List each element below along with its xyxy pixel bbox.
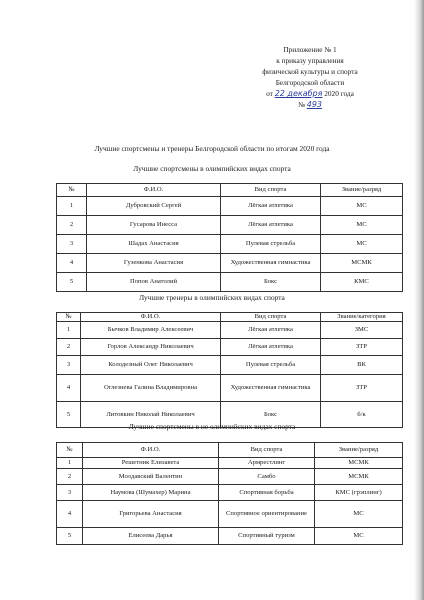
col-header-number: №: [57, 184, 87, 197]
cell-name: Оглезнева Галина Владимировна: [81, 375, 221, 402]
cell-number: 4: [57, 375, 81, 402]
cell-sport: Спортивный туризм: [219, 528, 315, 545]
cell-rank: МС: [321, 216, 403, 235]
table-row: [57, 254, 403, 273]
cell-name: Молдавский Валентин: [83, 469, 219, 485]
table-row: [57, 339, 403, 356]
cell-number: 4: [57, 254, 87, 273]
table-row: [57, 197, 403, 216]
date-suffix: 2020 года: [324, 89, 354, 98]
cell-sport: Пулевая стрельба: [221, 356, 321, 375]
cell-sport: Бокс: [221, 402, 321, 428]
table-row: [57, 216, 403, 235]
cell-name: Елисеева Дарья: [83, 528, 219, 545]
cell-rank: б/к: [321, 402, 403, 428]
cell-sport: Лёгкая атлетика: [221, 216, 321, 235]
col-header-sport: Вид спорта: [221, 184, 321, 197]
order-date-line: [240, 88, 380, 99]
cell-name: Дубровский Сергей: [87, 197, 221, 216]
cell-name: Решетник Елизавета: [83, 458, 219, 469]
col-header-name: Ф.И.О.: [87, 184, 221, 197]
table-row: [57, 469, 403, 485]
table-row: [57, 273, 403, 292]
cell-name: Колодезный Олег Николаевич: [81, 356, 221, 375]
cell-number: 5: [57, 528, 83, 545]
cell-rank: МС: [321, 235, 403, 254]
table-row: [57, 356, 403, 375]
table-row: [57, 322, 403, 339]
cell-rank: КМС (грэплинг): [315, 485, 403, 501]
col-header-rank: Звание/разряд: [321, 184, 403, 197]
cell-sport: Самбо: [219, 469, 315, 485]
cell-number: 2: [57, 339, 81, 356]
col-header-number: №: [57, 313, 81, 322]
cell-name: Гусарова Инесса: [87, 216, 221, 235]
cell-number: 3: [57, 356, 81, 375]
cell-rank: МС: [315, 501, 403, 528]
table-row: [57, 528, 403, 545]
cell-name: Наумова (Шумахер) Марина: [83, 485, 219, 501]
cell-rank: МС: [315, 528, 403, 545]
cell-rank: ВК: [321, 356, 403, 375]
col-header-name: Ф.И.О.: [83, 443, 219, 458]
cell-sport: Лёгкая атлетика: [221, 339, 321, 356]
table-header-row: [57, 443, 403, 458]
cell-number: 4: [57, 501, 83, 528]
appendix-line: Белгородской области: [275, 78, 345, 87]
col-header-number: №: [57, 443, 83, 458]
number-prefix: №: [297, 100, 305, 109]
cell-rank: МСМК: [315, 458, 403, 469]
section-title-non-olympic-athletes: Лучшие спортсмены в не олимпийских видах спорта: [128, 422, 296, 431]
section-title-olympic-athletes: Лучшие спортсмены в олимпийских видах спорта: [133, 164, 291, 173]
col-header-rank: Звание/разряд: [315, 443, 403, 458]
cell-sport: Пулевая стрельба: [221, 235, 321, 254]
col-header-name: Ф.И.О.: [81, 313, 221, 322]
table-header-row: [57, 184, 403, 197]
cell-number: 3: [57, 235, 87, 254]
cell-name: Горлов Александр Николаевич: [81, 339, 221, 356]
cell-rank: ЗМС: [321, 322, 403, 339]
non-olympic-athletes-table: [56, 442, 403, 545]
cell-number: 5: [57, 402, 81, 428]
col-header-sport: Вид спорта: [219, 443, 315, 458]
cell-name: Шадах Анастасия: [87, 235, 221, 254]
cell-name: Литовкин Николай Николаевич: [81, 402, 221, 428]
cell-sport: Спортивная борьба: [219, 485, 315, 501]
cell-name: Бычков Владимир Алексеевич: [81, 322, 221, 339]
cell-sport: Художественная гимнастика: [221, 254, 321, 273]
cell-sport: Спортивное ориентирование: [219, 501, 315, 528]
table-row: [57, 458, 403, 469]
cell-sport: Художественная гимнастика: [221, 375, 321, 402]
table-row: [57, 235, 403, 254]
cell-name: Попов Анатолий: [87, 273, 221, 292]
table-row: [57, 501, 403, 528]
table-header-row: [57, 313, 403, 322]
cell-number: 1: [57, 197, 87, 216]
cell-rank: МСМК: [315, 469, 403, 485]
cell-number: 1: [57, 458, 83, 469]
appendix-line: физической культуры и спорта: [262, 67, 358, 76]
olympic-coaches-table: [56, 312, 403, 428]
cell-rank: ЗТР: [321, 375, 403, 402]
table-row: [57, 375, 403, 402]
document-title: Лучшие спортсмены и тренеры Белгородской области по итогам 2020 года: [94, 144, 330, 153]
appendix-line: к приказу управления: [276, 56, 344, 65]
handwritten-date: 22 декабря: [274, 89, 323, 98]
cell-rank: МСМК: [321, 254, 403, 273]
cell-sport: Лёгкая атлетика: [221, 322, 321, 339]
cell-rank: ЗТР: [321, 339, 403, 356]
appendix-line: Приложение № 1: [283, 45, 337, 54]
order-number-line: [240, 99, 380, 110]
cell-name: Григорьева Анастасия: [83, 501, 219, 528]
col-header-sport: Вид спорта: [221, 313, 321, 322]
cell-sport: Армрестлинг: [219, 458, 315, 469]
cell-sport: Лёгкая атлетика: [221, 197, 321, 216]
olympic-athletes-table: [56, 183, 403, 292]
col-header-rank: Звание/категория: [321, 313, 403, 322]
table-row: [57, 485, 403, 501]
cell-number: 3: [57, 485, 83, 501]
cell-number: 2: [57, 469, 83, 485]
cell-number: 1: [57, 322, 81, 339]
cell-number: 2: [57, 216, 87, 235]
section-title-olympic-coaches: Лучшие тренеры в олимпийских видах спорта: [139, 293, 285, 302]
cell-rank: КМС: [321, 273, 403, 292]
cell-number: 5: [57, 273, 87, 292]
cell-name: Гузенкова Анастасия: [87, 254, 221, 273]
appendix-header: [240, 44, 380, 110]
cell-sport: Бокс: [221, 273, 321, 292]
cell-rank: МС: [321, 197, 403, 216]
date-prefix: от: [266, 89, 273, 98]
handwritten-number: 493: [306, 100, 323, 109]
